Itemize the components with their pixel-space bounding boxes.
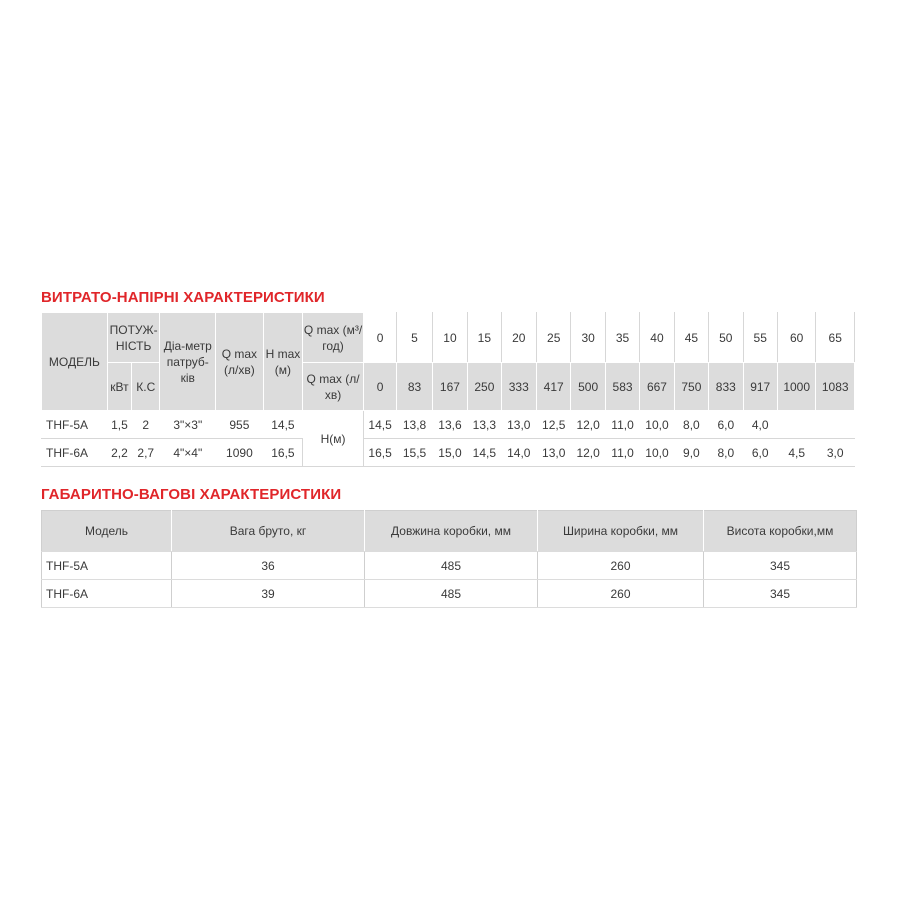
head-cell: 14,5: [363, 411, 396, 439]
table-row: [42, 439, 855, 467]
q-m3-value: 20: [501, 313, 536, 363]
q-l-value: 83: [397, 363, 432, 411]
dimensions-table: [41, 510, 857, 608]
model-header: МОДЕЛЬ: [42, 313, 108, 411]
width-column-header: Ширина коробки, мм: [538, 511, 704, 552]
q-m3-value: 55: [743, 313, 777, 363]
kw-header: кВт: [107, 363, 131, 411]
q-m3-value: 10: [432, 313, 467, 363]
head-cell: 13,8: [397, 411, 432, 439]
head-cell: 12,5: [536, 411, 570, 439]
table-row: [42, 411, 855, 439]
head-cell: 13,0: [501, 411, 536, 439]
diameter-header: Діа-метр патруб-ків: [160, 313, 216, 411]
head-cell: 14,5: [468, 439, 501, 467]
head-cell: [777, 411, 815, 439]
h-cell: 16,5: [263, 439, 302, 467]
power-header: ПОТУЖ-НІСТЬ: [107, 313, 160, 363]
q-cell: 955: [216, 411, 264, 439]
h-cell: 14,5: [263, 411, 302, 439]
q-l-value: 333: [501, 363, 536, 411]
head-cell: 12,0: [571, 439, 605, 467]
q-m3-value: 25: [536, 313, 570, 363]
head-cell: 9,0: [674, 439, 708, 467]
length-cell: 485: [365, 580, 538, 608]
head-cell: 12,0: [571, 411, 605, 439]
head-cell: 11,0: [605, 439, 639, 467]
q-l-value: 833: [709, 363, 743, 411]
q-m3-value: 60: [777, 313, 815, 363]
q-l-value: 250: [468, 363, 501, 411]
table-row: [42, 580, 857, 608]
q-header: Q max (л/хв): [216, 313, 264, 411]
head-cell: 13,0: [536, 439, 570, 467]
head-cell: 8,0: [674, 411, 708, 439]
q-m3-value: 40: [640, 313, 674, 363]
height-cell: 345: [704, 580, 857, 608]
q-cell: 1090: [216, 439, 264, 467]
head-cell: 4,0: [743, 411, 777, 439]
h-header: H max (м): [263, 313, 302, 411]
q-l-value: 1083: [816, 363, 855, 411]
head-cell: 13,6: [432, 411, 467, 439]
q-m3-value: 50: [709, 313, 743, 363]
head-cell: 8,0: [709, 439, 743, 467]
head-cell: 4,5: [777, 439, 815, 467]
model-cell: THF-5A: [42, 552, 172, 580]
q-l-value: 667: [640, 363, 674, 411]
head-cell: 3,0: [816, 439, 855, 467]
head-cell: 13,3: [468, 411, 501, 439]
length-cell: 485: [365, 552, 538, 580]
head-cell: 10,0: [640, 439, 674, 467]
q-m3-value: 35: [605, 313, 639, 363]
kw-cell: 1,5: [107, 411, 131, 439]
q-l-value: 750: [674, 363, 708, 411]
q-l-value: 1000: [777, 363, 815, 411]
head-cell: 10,0: [640, 411, 674, 439]
head-cell: 6,0: [743, 439, 777, 467]
h-label: H(м): [303, 411, 364, 467]
width-cell: 260: [538, 580, 704, 608]
weight-cell: 36: [172, 552, 365, 580]
length-column-header: Довжина коробки, мм: [365, 511, 538, 552]
model-cell: THF-5A: [42, 411, 108, 439]
performance-table: [41, 312, 855, 467]
model-cell: THF-6A: [42, 439, 108, 467]
q-l-value: 0: [363, 363, 396, 411]
height-cell: 345: [704, 552, 857, 580]
qmax-l-label: Q max (л/хв): [303, 363, 364, 411]
performance-section-title: ВИТРАТО-НАПІРНІ ХАРАКТЕРИСТИКИ: [41, 289, 325, 306]
model-column-header: Модель: [42, 511, 172, 552]
table-row: [42, 552, 857, 580]
q-m3-value: 45: [674, 313, 708, 363]
hp-cell: 2,7: [132, 439, 160, 467]
q-l-value: 167: [432, 363, 467, 411]
q-l-value: 583: [605, 363, 639, 411]
diameter-cell: 3"×3": [160, 411, 216, 439]
qmax-m3-label: Q max (м³/год): [303, 313, 364, 363]
head-cell: 6,0: [709, 411, 743, 439]
model-cell: THF-6A: [42, 580, 172, 608]
q-m3-value: 15: [468, 313, 501, 363]
head-cell: 14,0: [501, 439, 536, 467]
q-l-value: 417: [536, 363, 570, 411]
width-cell: 260: [538, 552, 704, 580]
diameter-cell: 4"×4": [160, 439, 216, 467]
hp-cell: 2: [132, 411, 160, 439]
head-cell: 15,0: [432, 439, 467, 467]
dimensions-header-row: [42, 511, 857, 552]
q-m3-value: 30: [571, 313, 605, 363]
head-cell: [816, 411, 855, 439]
dimensions-section-title: ГАБАРИТНО-ВАГОВІ ХАРАКТЕРИСТИКИ: [41, 486, 342, 503]
hp-header: К.С: [132, 363, 160, 411]
height-column-header: Висота коробки,мм: [704, 511, 857, 552]
weight-cell: 39: [172, 580, 365, 608]
head-cell: 16,5: [363, 439, 396, 467]
q-m3-value: 5: [397, 313, 432, 363]
q-l-value: 917: [743, 363, 777, 411]
header-row-m3: [42, 313, 855, 363]
q-m3-value: 65: [816, 313, 855, 363]
weight-column-header: Вага бруто, кг: [172, 511, 365, 552]
kw-cell: 2,2: [107, 439, 131, 467]
head-cell: 11,0: [605, 411, 639, 439]
q-l-value: 500: [571, 363, 605, 411]
q-m3-value: 0: [363, 313, 396, 363]
head-cell: 15,5: [397, 439, 432, 467]
